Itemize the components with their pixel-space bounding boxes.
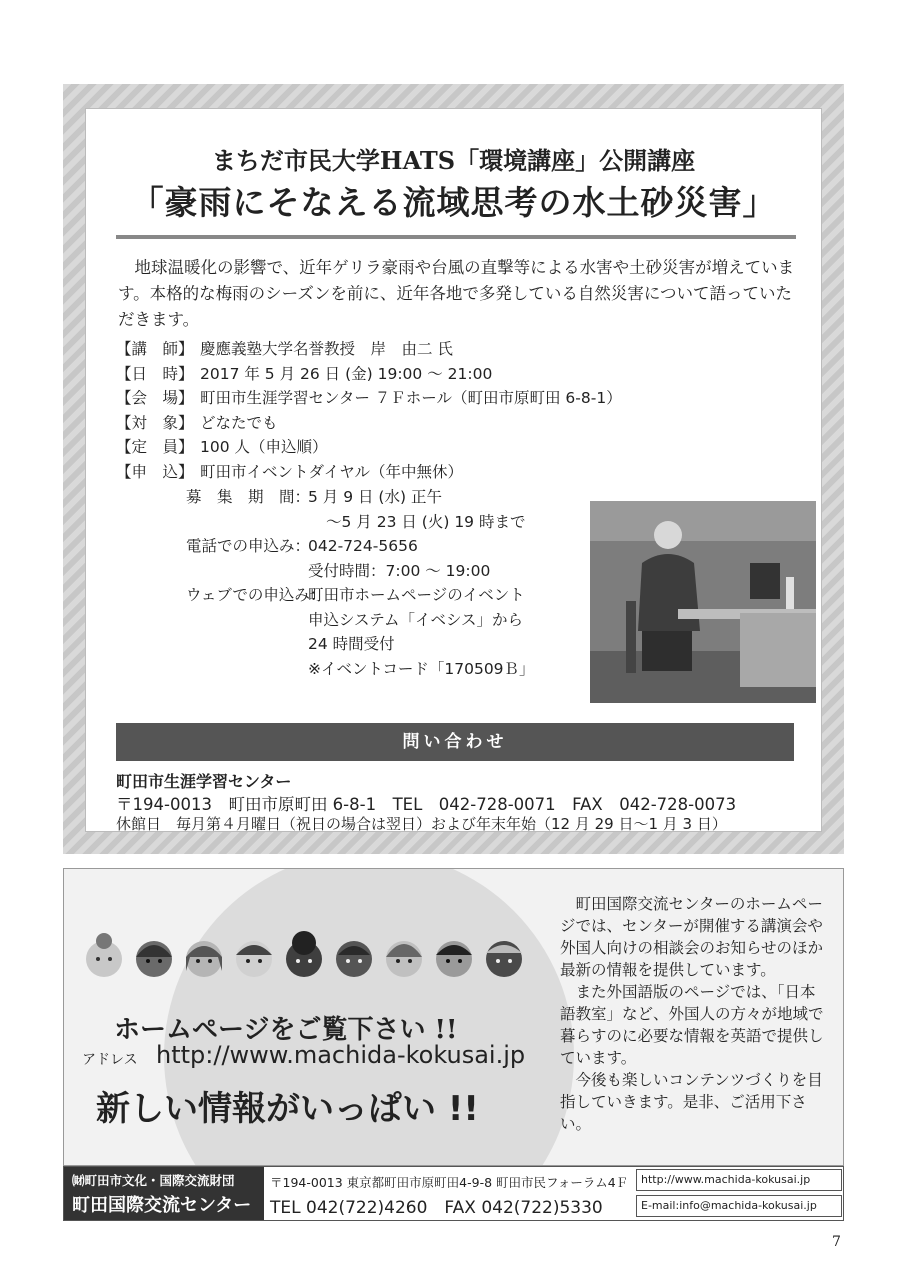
contact-name: 町田市生涯学習センター <box>116 772 292 791</box>
contact-address: 〒194-0013 町田市原町田 6-8-1 TEL 042-728-0071 FAX 042-728-0073 <box>116 795 737 814</box>
contact-header: 問い合わせ <box>116 723 794 761</box>
faces-illustration <box>82 931 526 983</box>
address-label: アドレス <box>82 1052 138 1068</box>
footer-org: ㈶町田市文化・国際交流財団 町田国際交流センター <box>64 1167 264 1220</box>
event-card <box>85 108 822 832</box>
face-icon <box>232 931 276 983</box>
face-icon <box>182 931 226 983</box>
event-intro: 地球温暖化の影響で、近年ゲリラ豪雨や台風の直撃等による水害や土砂災害が増えています。本格的な梅雨のシーズンを前に、近年各地で多発している自然災害について語っていただきます。 <box>118 258 795 329</box>
face-icon <box>332 931 376 983</box>
footer-tel-fax: TEL 042(722)4260 FAX 042(722)5330 <box>270 1198 603 1218</box>
promo-description: 町田国際交流センターのホームページでは、センターが開催する講演会や外国人向けの相談会のお知らせのほか最新の情報を提供しています。 また外国語版のページでは、「日本語教室」など、外国人の方々が地域で暮らすのに必要な情報を英語で提供しています。 今後も楽しいコンテンツづくりを目指していきます。是非、ご活用下さい。 <box>560 895 824 1133</box>
detail-target: 【対 象】 どなたでも <box>116 413 278 432</box>
homepage-headline: ホームページをご覧下さい !! <box>114 1015 458 1045</box>
lecturer-photo <box>590 501 816 703</box>
event-details <box>116 337 622 484</box>
face-icon <box>282 931 326 983</box>
footer <box>63 1166 844 1221</box>
application-details: 募 集 期 間： 5 月 9 日 (水) 正午 ～5 月 23 日 (火) 19 時まで 電話での申込み： 042-724-5656 受付時間：7:00 ～ 19:00 ウェブでの申込み： 町田市ホームページのイベント 申込システム「イベシス」から 24 時間受付 ※イベントコード「170509Ｂ」 <box>186 488 535 678</box>
footer-address: 〒194-0013 東京都町田市原町田4-9-8 町田市民フォーラム4Ｆ <box>270 1175 629 1190</box>
event-panel <box>63 84 844 854</box>
contact-hours: 休館日 毎月第４月曜日（祝日の場合は翌日）および年末年始（12 月 29 日～1 月 3 日） <box>116 815 727 833</box>
homepage-url-link[interactable]: http://www.machida-kokusai.jp <box>156 1041 526 1069</box>
face-icon <box>382 931 426 983</box>
event-title: 「豪雨にそなえる流域思考の水土砂災害」 <box>130 183 777 222</box>
page-number: 7 <box>832 1234 841 1250</box>
face-icon <box>82 931 126 983</box>
footer-web-link[interactable]: http://www.machida-kokusai.jp <box>636 1169 842 1191</box>
title-divider <box>116 235 796 239</box>
face-icon <box>132 931 176 983</box>
event-subtitle: まちだ市民大学HATS「環境講座」公開講座 <box>211 146 696 175</box>
detail-application: 【申 込】 町田市イベントダイヤル（年中無休） <box>116 462 464 481</box>
phone-number: 042-724-5656 <box>308 537 418 555</box>
footer-email-link[interactable]: E-mail:info@machida-kokusai.jp <box>636 1195 842 1217</box>
detail-capacity: 【定 員】 100 人（申込順） <box>116 438 328 456</box>
face-icon <box>482 931 526 983</box>
promo-panel <box>63 868 844 1166</box>
face-icon <box>432 931 476 983</box>
promo-tagline: 新しい情報がいっぱい !! <box>96 1089 479 1129</box>
detail-lecturer: 【講 師】 慶應義塾大学名誉教授 岸 由二 氏 <box>116 340 453 358</box>
detail-venue: 【会 場】 町田市生涯学習センター ７Ｆホール（町田市原町田 6-8-1） <box>116 389 622 407</box>
detail-datetime: 【日 時】 2017 年 5 月 26 日 (金) 19:00 ～ 21:00 <box>116 364 493 383</box>
